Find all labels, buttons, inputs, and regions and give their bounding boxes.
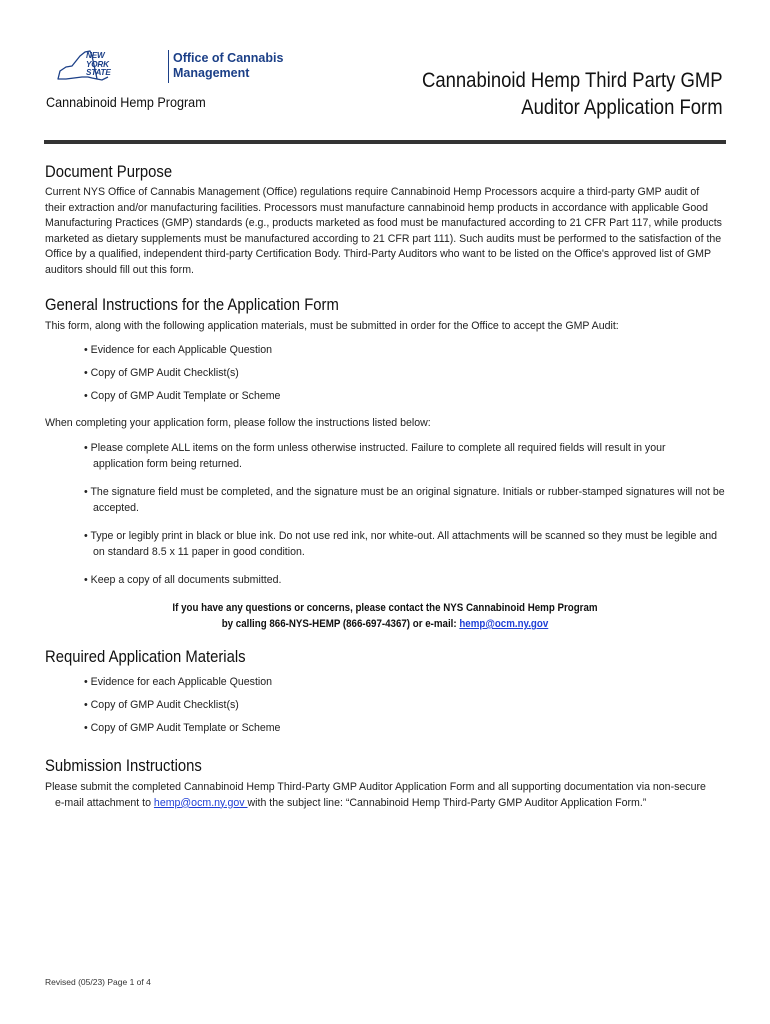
page-footer: Revised (05/23) Page 1 of 4 bbox=[45, 977, 151, 987]
submission-email-link[interactable]: hemp@ocm.ny.gov bbox=[153, 796, 248, 809]
logo-state-text: NEW YORK STATE bbox=[86, 51, 111, 78]
completing-intro: When completing your application form, please follow the instructions listed below: bbox=[45, 417, 431, 429]
program-name: Cannabinoid Hemp Program bbox=[46, 94, 206, 110]
list-item: • Evidence for each Applicable Question bbox=[84, 676, 273, 688]
general-instructions-heading: General Instructions for the Application Form bbox=[45, 296, 339, 314]
required-materials-heading: Required Application Materials bbox=[45, 648, 246, 666]
instruction-item: • Keep a copy of all documents submitted. bbox=[84, 574, 282, 586]
ocm-logo bbox=[52, 47, 284, 87]
submission-heading: Submission Instructions bbox=[45, 757, 202, 775]
instruction-item: • Type or legibly print in black or blue ink. Do not use red ink, nor white-out. All attachments will be scanned so they must be legible and on standard 8.5 x 11 paper in good condition. bbox=[84, 530, 718, 558]
instruction-item: • Please complete ALL items on the form unless otherwise instructed. Failure to complete all required fields will result in your application form being returned. bbox=[84, 442, 666, 470]
list-item: • Copy of GMP Audit Template or Scheme bbox=[84, 390, 281, 402]
purpose-paragraph: Current NYS Office of Cannabis Management (Office) regulations require Cannabinoid Hemp Processors acquire a third-party GMP audit of their extraction and/or manufacturing facilities. Processors must manufacture cannabinoid hemp products in accordance with applicable Good Manufacturing Practices (GMP) standards (e.g., products marketed as food must be manufactured according to 21 CFR Part 117, while products marketed as dietary supplements must be manufactured according to 21 CFR part 111). Such audits must be performed to the satisfaction of the Office by a qualified, independent third-party Certification Body. Third-Party Auditors who want to be listed on the Office's approved list of GMP auditors should fill out this form. bbox=[45, 186, 722, 276]
form-title: Cannabinoid Hemp Third Party GMP Auditor Application Form bbox=[422, 69, 723, 119]
instruction-item: • The signature field must be completed, and the signature must be an original signature. Initials or rubber-stamped signatures will not be accepted. bbox=[84, 486, 725, 514]
contact-email-link[interactable]: hemp@ocm.ny.gov bbox=[459, 618, 549, 630]
general-intro: This form, along with the following application materials, must be submitted in order for the Office to accept the GMP Audit: bbox=[45, 320, 619, 332]
logo-divider bbox=[168, 50, 169, 83]
list-item: • Copy of GMP Audit Template or Scheme bbox=[84, 722, 281, 734]
submission-paragraph: Please submit the completed Cannabinoid Hemp Third-Party GMP Auditor Application Form and all supporting documentation via non-secure e-mail attachment to hemp@ocm.ny.gov with the subject line: “Cannabinoid Hemp Third-Party GMP Auditor Application Form.” bbox=[45, 781, 706, 809]
list-item: • Copy of GMP Audit Checklist(s) bbox=[84, 367, 239, 379]
list-item: • Evidence for each Applicable Question bbox=[84, 344, 273, 356]
header-divider bbox=[44, 140, 726, 144]
logo-office-name: Office of Cannabis Management bbox=[173, 51, 284, 80]
purpose-heading: Document Purpose bbox=[45, 163, 173, 181]
contact-notice: If you have any questions or concerns, please contact the NYS Cannabinoid Hemp Program by calling 866-NYS-HEMP (866-697-4367) or e-mail: hemp@ocm.ny.gov bbox=[172, 602, 598, 630]
list-item: • Copy of GMP Audit Checklist(s) bbox=[84, 699, 239, 711]
